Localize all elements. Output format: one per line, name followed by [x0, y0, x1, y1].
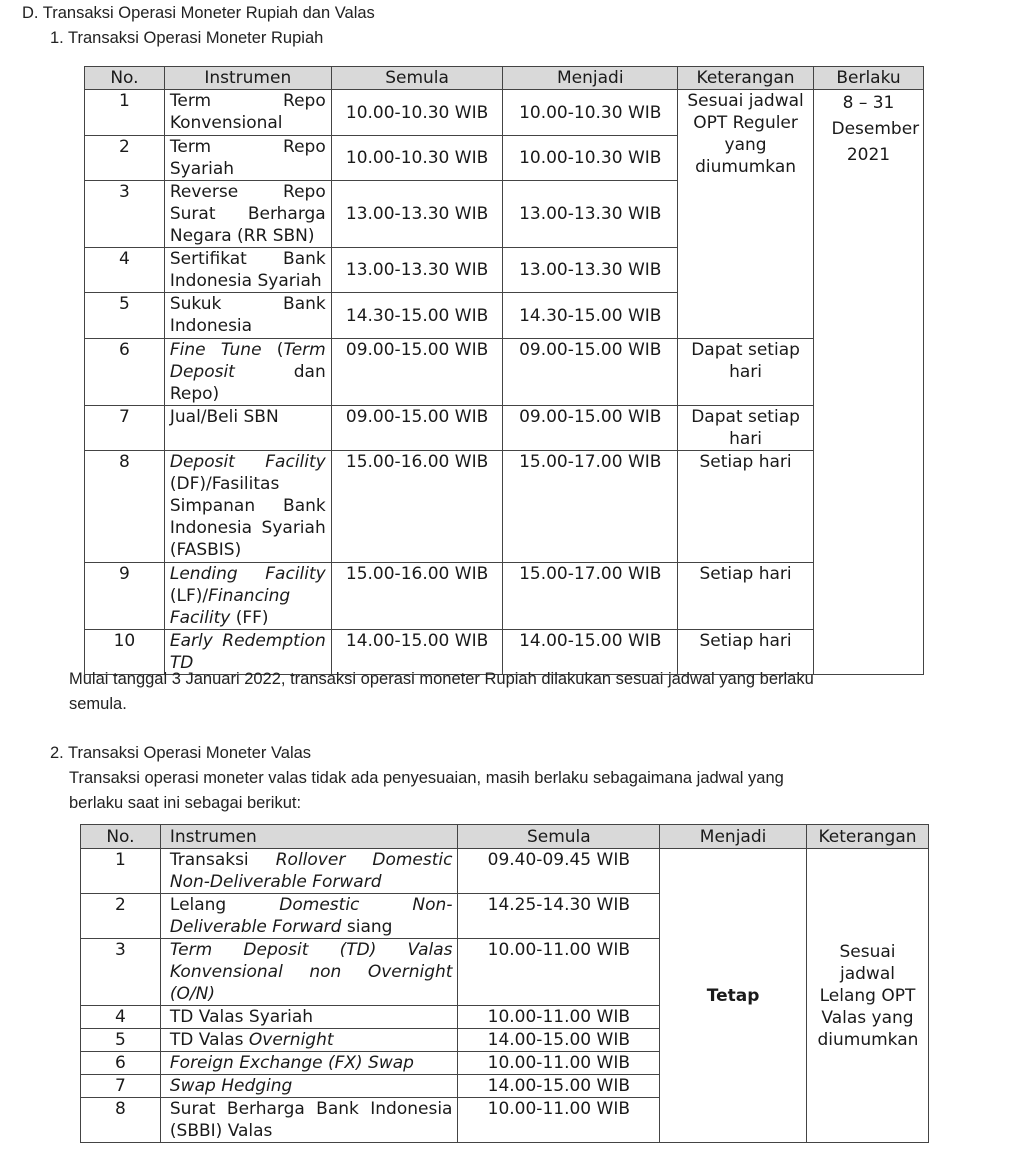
cell-no: 1: [81, 849, 161, 894]
cell-semula: 14.30-15.00 WIB: [331, 293, 503, 339]
cell-instrumen: Early Redemption TD: [164, 630, 331, 675]
instrumen-text: siang: [341, 917, 393, 937]
cell-menjadi: 09.00-15.00 WIB: [503, 406, 678, 451]
cell-instrumen: [164, 451, 331, 563]
berlaku-text: 8 – 31 Desember 2021: [831, 93, 920, 165]
cell-no: 5: [85, 293, 165, 339]
cell-semula: 09.40-09.45 WIB: [458, 849, 660, 894]
cell-no: 9: [85, 563, 165, 630]
keterangan-text: Sesuai jadwal Lelang OPT Valas yang diumumkan: [817, 941, 919, 1050]
cell-menjadi: 13.00-13.30 WIB: [503, 181, 678, 248]
cell-berlaku-merged: [814, 90, 924, 675]
table-row: [85, 339, 924, 406]
column-header-no: No.: [85, 67, 165, 90]
table-row: [85, 630, 924, 675]
intro-valas-line-2: berlaku saat ini sebagai berikut:: [69, 794, 302, 812]
table-header-row: [85, 67, 924, 90]
cell-no: 3: [81, 939, 161, 1006]
instrumen-text: (LF)/: [169, 586, 209, 606]
cell-semula: 15.00-16.00 WIB: [331, 451, 503, 563]
cell-menjadi: 14.00-15.00 WIB: [503, 630, 678, 675]
cell-no: 5: [81, 1029, 161, 1052]
cell-semula: 14.00-15.00 WIB: [458, 1075, 660, 1098]
instrumen-text: (FF): [230, 608, 269, 628]
subsection-2-title: 2. Transaksi Operasi Moneter Valas: [50, 744, 312, 762]
column-header-semula: Semula: [458, 825, 660, 849]
cell-instrumen: [160, 849, 458, 894]
cell-semula: 14.00-15.00 WIB: [458, 1029, 660, 1052]
column-header-keterangan: Keterangan: [678, 67, 814, 90]
cell-semula: 14.25-14.30 WIB: [458, 894, 660, 939]
cell-semula: 13.00-13.30 WIB: [331, 181, 503, 248]
cell-keterangan: Setiap hari: [678, 451, 814, 563]
column-header-instrumen: Instrumen: [164, 67, 331, 90]
cell-no: 1: [85, 90, 165, 136]
table-row: [85, 451, 924, 563]
cell-instrumen: Swap Hedging: [160, 1075, 458, 1098]
cell-semula: 09.00-15.00 WIB: [331, 339, 503, 406]
cell-semula: 10.00-11.00 WIB: [458, 1052, 660, 1075]
cell-menjadi: 10.00-10.30 WIB: [503, 136, 678, 181]
table-row: [85, 563, 924, 630]
cell-instrumen: Term Deposit (TD) Valas Konvensional non Overnight (O/N): [160, 939, 458, 1006]
instrumen-text: TD Valas: [169, 1030, 249, 1050]
cell-semula: 10.00-10.30 WIB: [331, 90, 503, 136]
instrumen-italic: Deposit Facility: [169, 452, 326, 472]
cell-no: 4: [81, 1006, 161, 1029]
column-header-instrumen: Instrumen: [160, 825, 458, 849]
cell-no: 6: [85, 339, 165, 406]
instrumen-italic: Lending Facility: [169, 564, 326, 584]
cell-no: 7: [85, 406, 165, 451]
cell-semula: 10.00-11.00 WIB: [458, 1098, 660, 1143]
column-header-menjadi: Menjadi: [660, 825, 807, 849]
instrumen-text: Transaksi: [169, 850, 276, 870]
instrumen-text: (: [261, 340, 284, 360]
column-header-semula: Semula: [331, 67, 503, 90]
cell-semula: 13.00-13.30 WIB: [331, 248, 503, 293]
cell-keterangan: Setiap hari: [678, 630, 814, 675]
cell-no: 2: [81, 894, 161, 939]
cell-menjadi: 09.00-15.00 WIB: [503, 339, 678, 406]
table-row: [85, 406, 924, 451]
cell-instrumen: TD Valas Syariah: [160, 1006, 458, 1029]
cell-menjadi: 15.00-17.00 WIB: [503, 563, 678, 630]
instrumen-italic: Term Deposit: [169, 340, 326, 382]
column-header-keterangan: Keterangan: [807, 825, 929, 849]
cell-semula: 10.00-11.00 WIB: [458, 939, 660, 1006]
cell-keterangan: Dapat setiap hari: [678, 406, 814, 451]
cell-instrumen: Jual/Beli SBN: [164, 406, 331, 451]
subsection-1-title: 1. Transaksi Operasi Moneter Rupiah: [50, 29, 324, 47]
note-rupiah-line-2: semula.: [69, 695, 127, 713]
note-rupiah-line-1: Mulai tanggal 3 Januari 2022, transaksi operasi moneter Rupiah dilakukan sesuai jadwal yang berlaku: [69, 670, 814, 688]
cell-semula: 09.00-15.00 WIB: [331, 406, 503, 451]
cell-keterangan-merged: [807, 849, 929, 1143]
cell-no: 4: [85, 248, 165, 293]
rupiah-schedule-table: [84, 66, 924, 675]
instrumen-italic: Overnight: [248, 1030, 334, 1050]
column-header-menjadi: Menjadi: [503, 67, 678, 90]
cell-no: 2: [85, 136, 165, 181]
cell-instrumen: [160, 894, 458, 939]
cell-instrumen: [160, 1029, 458, 1052]
cell-no: 6: [81, 1052, 161, 1075]
cell-menjadi: 15.00-17.00 WIB: [503, 451, 678, 563]
cell-keterangan: Dapat setiap hari: [678, 339, 814, 406]
cell-no: 8: [81, 1098, 161, 1143]
cell-menjadi: 10.00-10.30 WIB: [503, 90, 678, 136]
cell-no: 8: [85, 451, 165, 563]
cell-instrumen: Foreign Exchange (FX) Swap: [160, 1052, 458, 1075]
cell-keterangan: Setiap hari: [678, 563, 814, 630]
table-row: [85, 90, 924, 136]
valas-schedule-table: [80, 824, 929, 1143]
instrumen-text: dan Repo): [169, 362, 326, 404]
cell-instrumen: [164, 563, 331, 630]
cell-menjadi: 13.00-13.30 WIB: [503, 248, 678, 293]
cell-menjadi-merged: Tetap: [660, 849, 807, 1143]
instrumen-italic: Rollover Domestic Non-Deliverable Forward: [169, 850, 453, 892]
instrumen-italic: Domestic Non-Deliverable Forward: [169, 895, 453, 937]
cell-no: 7: [81, 1075, 161, 1098]
instrumen-text: (DF)/Fasilitas Simpanan Bank Indonesia Syariah (FASBIS): [169, 474, 326, 560]
cell-semula: 10.00-11.00 WIB: [458, 1006, 660, 1029]
instrumen-text: Lelang: [169, 895, 280, 915]
instrumen-italic: Financing Facility: [169, 586, 291, 628]
cell-instrumen: Reverse Repo Surat Berharga Negara (RR SBN): [164, 181, 331, 248]
cell-instrumen: Term Repo Syariah: [164, 136, 331, 181]
cell-semula: 15.00-16.00 WIB: [331, 563, 503, 630]
instrumen-italic: Fine Tune: [169, 340, 262, 360]
cell-instrumen: Sukuk Bank Indonesia: [164, 293, 331, 339]
table-row: [81, 849, 929, 894]
table-header-row: [81, 825, 929, 849]
intro-valas-line-1: Transaksi operasi moneter valas tidak ada penyesuaian, masih berlaku sebagaimana jadwal yang: [69, 769, 784, 787]
cell-semula: 14.00-15.00 WIB: [331, 630, 503, 675]
column-header-berlaku: Berlaku: [814, 67, 924, 90]
section-heading: D. Transaksi Operasi Moneter Rupiah dan Valas: [22, 4, 375, 22]
cell-no: 10: [85, 630, 165, 675]
cell-instrumen: Surat Berharga Bank Indonesia (SBBI) Valas: [160, 1098, 458, 1143]
cell-keterangan-merged: Sesuai jadwal OPT Reguler yang diumumkan: [678, 90, 814, 339]
cell-instrumen: Sertifikat Bank Indonesia Syariah: [164, 248, 331, 293]
cell-semula: 10.00-10.30 WIB: [331, 136, 503, 181]
cell-instrumen: Term Repo Konvensional: [164, 90, 331, 136]
cell-no: 3: [85, 181, 165, 248]
column-header-no: No.: [81, 825, 161, 849]
cell-instrumen: [164, 339, 331, 406]
cell-menjadi: 14.30-15.00 WIB: [503, 293, 678, 339]
